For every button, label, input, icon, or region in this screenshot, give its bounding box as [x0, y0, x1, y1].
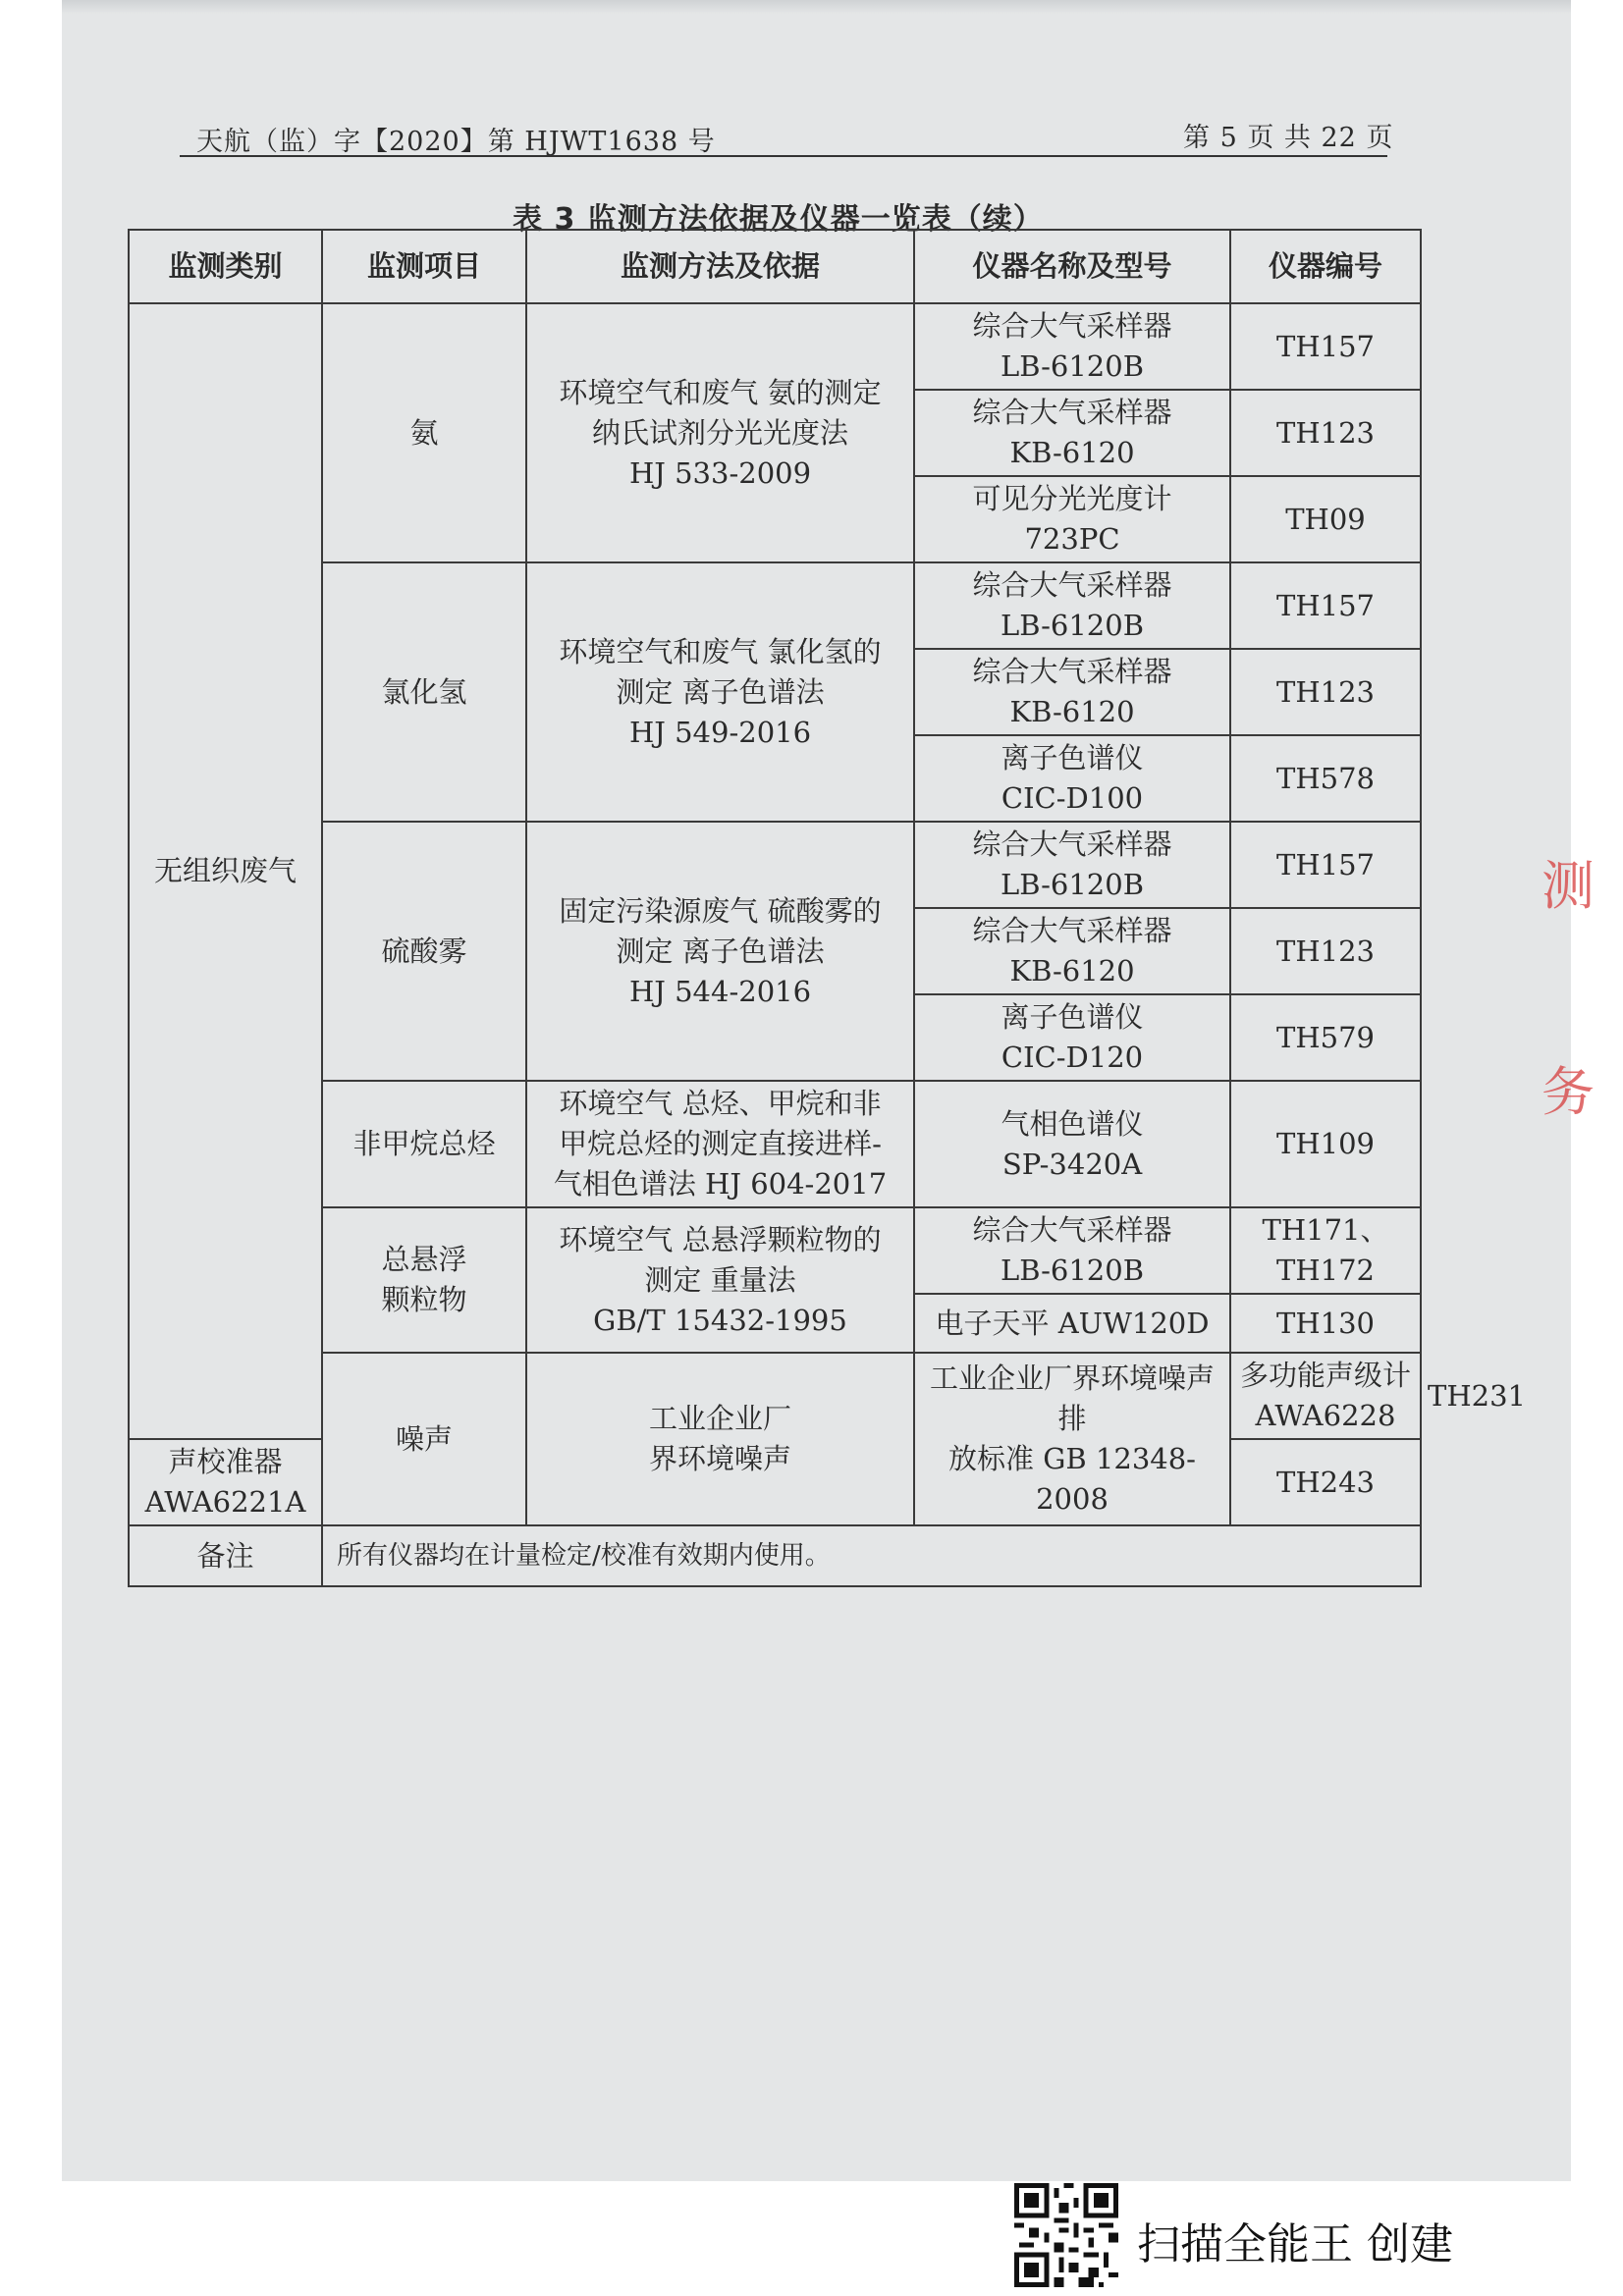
method-cell: 固定污染源废气 硫酸雾的 测定 离子色谱法 HJ 544-2016	[526, 822, 914, 1081]
stamp-glyph: 测	[1542, 855, 1595, 917]
instrument-code: TH123	[1230, 390, 1421, 476]
instrument-cell: 离子色谱仪 CIC-D120	[914, 994, 1230, 1081]
instrument-code: TH579	[1230, 994, 1421, 1081]
item-cell: 氯化氢	[322, 562, 526, 822]
table-row	[129, 562, 1421, 649]
instrument-code: TH157	[1230, 303, 1421, 390]
red-seal-stamp	[1540, 844, 1595, 1178]
item-cell: 硫酸雾	[322, 822, 526, 1081]
instrument-cell: 综合大气采样器 KB-6120	[914, 649, 1230, 735]
item-cell: 总悬浮 颗粒物	[322, 1207, 526, 1353]
column-header: 监测类别	[129, 230, 322, 303]
method-cell: 环境空气 总悬浮颗粒物的 测定 重量法 GB/T 15432-1995	[526, 1207, 914, 1353]
scanner-watermark: 扫描全能王 创建	[1137, 2219, 1453, 2269]
instrument-code: TH109	[1230, 1081, 1421, 1207]
instrument-code: TH123	[1230, 908, 1421, 994]
table-row	[129, 1081, 1421, 1207]
instrument-code: TH157	[1230, 562, 1421, 649]
instrument-cell: 综合大气采样器 LB-6120B	[914, 822, 1230, 908]
instrument-cell: 综合大气采样器 LB-6120B	[914, 303, 1230, 390]
instrument-cell: 综合大气采样器 LB-6120B	[914, 562, 1230, 649]
qr-code-icon	[1014, 2183, 1118, 2287]
instrument-code: TH09	[1230, 476, 1421, 562]
item-cell: 工业企业厂 界环境噪声	[526, 1353, 914, 1525]
document-number: 天航（监）字【2020】第 HJWT1638 号	[196, 127, 716, 157]
instrument-cell: 电子天平 AUW120D	[914, 1294, 1230, 1353]
table-row	[129, 822, 1421, 908]
instrument-code: TH171、 TH172	[1230, 1207, 1421, 1294]
category-cell: 无组织废气	[129, 303, 322, 1439]
column-header: 仪器编号	[1230, 230, 1421, 303]
monitoring-methods-table	[128, 229, 1422, 1587]
page-edge-shadow	[62, 0, 1571, 14]
method-cell: 环境空气和废气 氨的测定 纳氏试剂分光光度法 HJ 533-2009	[526, 303, 914, 562]
instrument-cell: 综合大气采样器 LB-6120B	[914, 1207, 1230, 1294]
instrument-code: TH243	[1230, 1439, 1421, 1525]
method-cell: 环境空气 总烃、甲烷和非 甲烷总烃的测定直接进样- 气相色谱法 HJ 604-2017	[526, 1081, 914, 1207]
note-label: 备注	[129, 1525, 322, 1586]
instrument-cell: 声校准器 AWA6221A	[129, 1439, 322, 1525]
instrument-code: TH123	[1230, 649, 1421, 735]
instrument-code: TH578	[1230, 735, 1421, 822]
table-caption: 表 3 监测方法依据及仪器一览表（续）	[513, 202, 1044, 237]
column-header: 仪器名称及型号	[914, 230, 1230, 303]
instrument-cell: 多功能声级计 AWA6228	[1230, 1353, 1421, 1439]
page-info: 第 5 页 共 22 页	[1183, 123, 1394, 153]
instrument-cell: 气相色谱仪 SP-3420A	[914, 1081, 1230, 1207]
method-cell: 环境空气和废气 氯化氢的 测定 离子色谱法 HJ 549-2016	[526, 562, 914, 822]
note-row	[129, 1525, 1421, 1586]
stamp-glyph: 务	[1542, 1061, 1595, 1123]
table-header-row	[129, 230, 1421, 303]
table-row	[129, 303, 1421, 390]
instrument-cell: 综合大气采样器 KB-6120	[914, 390, 1230, 476]
table-row	[129, 1353, 1421, 1439]
instrument-code: TH157	[1230, 822, 1421, 908]
item-cell: 非甲烷总烃	[322, 1081, 526, 1207]
column-header: 监测方法及依据	[526, 230, 914, 303]
item-cell: 氨	[322, 303, 526, 562]
instrument-cell: 可见分光光度计 723PC	[914, 476, 1230, 562]
header-rule	[180, 155, 1387, 157]
table-row	[129, 1207, 1421, 1294]
column-header: 监测项目	[322, 230, 526, 303]
note-text: 所有仪器均在计量检定/校准有效期内使用。	[322, 1525, 1421, 1586]
method-cell: 工业企业厂界环境噪声排 放标准 GB 12348-2008	[914, 1353, 1230, 1525]
instrument-cell: 离子色谱仪 CIC-D100	[914, 735, 1230, 822]
instrument-cell: 综合大气采样器 KB-6120	[914, 908, 1230, 994]
instrument-code: TH130	[1230, 1294, 1421, 1353]
category-cell: 噪声	[322, 1353, 526, 1525]
